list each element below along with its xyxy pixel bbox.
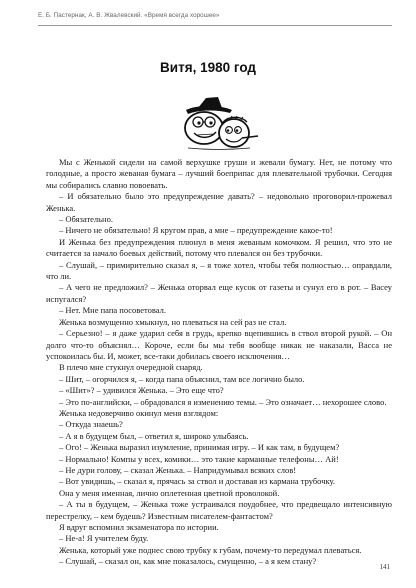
paragraph: Я вдруг вспомнил экзаменатора по истории.	[59, 522, 219, 532]
paragraph: – А чего не предложил? – Женька оторвал еще кусок от газеты и сунул его в рот. – Васеу испугался?	[46, 282, 392, 304]
paragraph: – Вот увидишь, – сказал я, прячась за ствол и доставая из кармана трубочку.	[59, 476, 336, 487]
paragraph: И Женька без предупреждения плюнул в меня жеваным комочком. Я решил, что это не считается за начало боевых действий, потому что плевался он без трубочки.	[46, 236, 392, 259]
paragraph: Женька, который уже поднес свою трубку к губам, почему-то передумал плеваться.	[59, 544, 362, 555]
paragraph: – Это по-английски, – обрадовался я изменению темы. – Это означает… нехорошее слово.	[59, 396, 387, 407]
paragraph: – Ого! – Женька выразил изумление, принимая игру. – И как там, в будущем?	[59, 442, 340, 453]
paragraph: – Нормально! Компы у всех, комики… это такие карманные телефоны… Ай!	[59, 453, 339, 464]
paragraph: Она у меня именная, лично оплетенная цветной проволокой.	[59, 487, 280, 498]
paragraph: – Обязательно.	[59, 214, 113, 225]
paragraph: – Не-а! Я учителем буду.	[59, 533, 149, 544]
paragraph: В плечо мне стукнул очередной снаряд.	[59, 362, 203, 373]
paragraph: – Откуда знаешь?	[59, 419, 123, 430]
running-head: Е. Б. Пастернак, А. В. Жвалевский. «Время всегда хорошее»	[38, 12, 220, 19]
paragraph: – Слушай, – примирительно сказал я, – я тоже хотел, чтобы тебя полностью… оправдали, что ли.	[46, 259, 392, 282]
paragraph: – А я в будущем был, – ответил я, широко улыбаясь.	[59, 430, 249, 441]
chapter-title: Витя, 1980 год	[160, 60, 256, 75]
body-text	[46, 157, 392, 568]
paragraph: – А ты в будущем, – Женька тоже устраивался поудобнее, что предвещало интенсивную перестрелку, – кем будешь? Известным писателем-фантастом?	[46, 499, 392, 521]
paragraph: – Слушай, – сказал он, как мне показалось, смущенно, – а я кем стану?	[59, 556, 317, 567]
paragraph: – «Шит»? – удивился Женька. – Это еще что?	[59, 385, 224, 396]
paragraph: – Нет. Мне папа посоветовал.	[59, 305, 167, 316]
page-number: 141	[379, 563, 390, 571]
paragraph: – И обязательно было это предупреждение давать? – недовольно проговорил-прожевал Женька.	[46, 191, 392, 213]
paragraph: – Не дури голову, – сказал Женька. – Напридумывал всяких слов!	[59, 464, 297, 475]
paragraph: – Серьезно! – я даже ударил себя в грудь, крепко вцепившись в ствол второй рукой. – Он долго что-то объяснял… Короче, если бы мы тебя вообще никак не наказали, Васса не успокоилась бы. И, может, все-таки добилась своего исключения…	[46, 328, 392, 361]
header-rule	[38, 25, 392, 26]
paragraph: Женька возмущенно хмыкнул, но плеваться на сей раз не стал.	[59, 316, 287, 327]
paragraph: – Ничего не обязательно! Я кругом прав, а мне – предупреждение какое-то!	[59, 225, 333, 236]
two-boys-doodle-icon	[168, 92, 260, 152]
paragraph: – Шит, – огорчился я, – когда папа объяснил, там все логично было.	[59, 373, 305, 384]
paragraph: Мы с Женькой сидели на самой верхушке груши и жевали бумагу. Нет, не потому что голодные, а просто жеваная бумага – лучший боеприпас для плевательной трубочки. Сегодня мы собирались славно повоевать.	[46, 157, 392, 190]
paragraph: Женька недоверчиво окинул меня взглядом:	[59, 407, 219, 418]
